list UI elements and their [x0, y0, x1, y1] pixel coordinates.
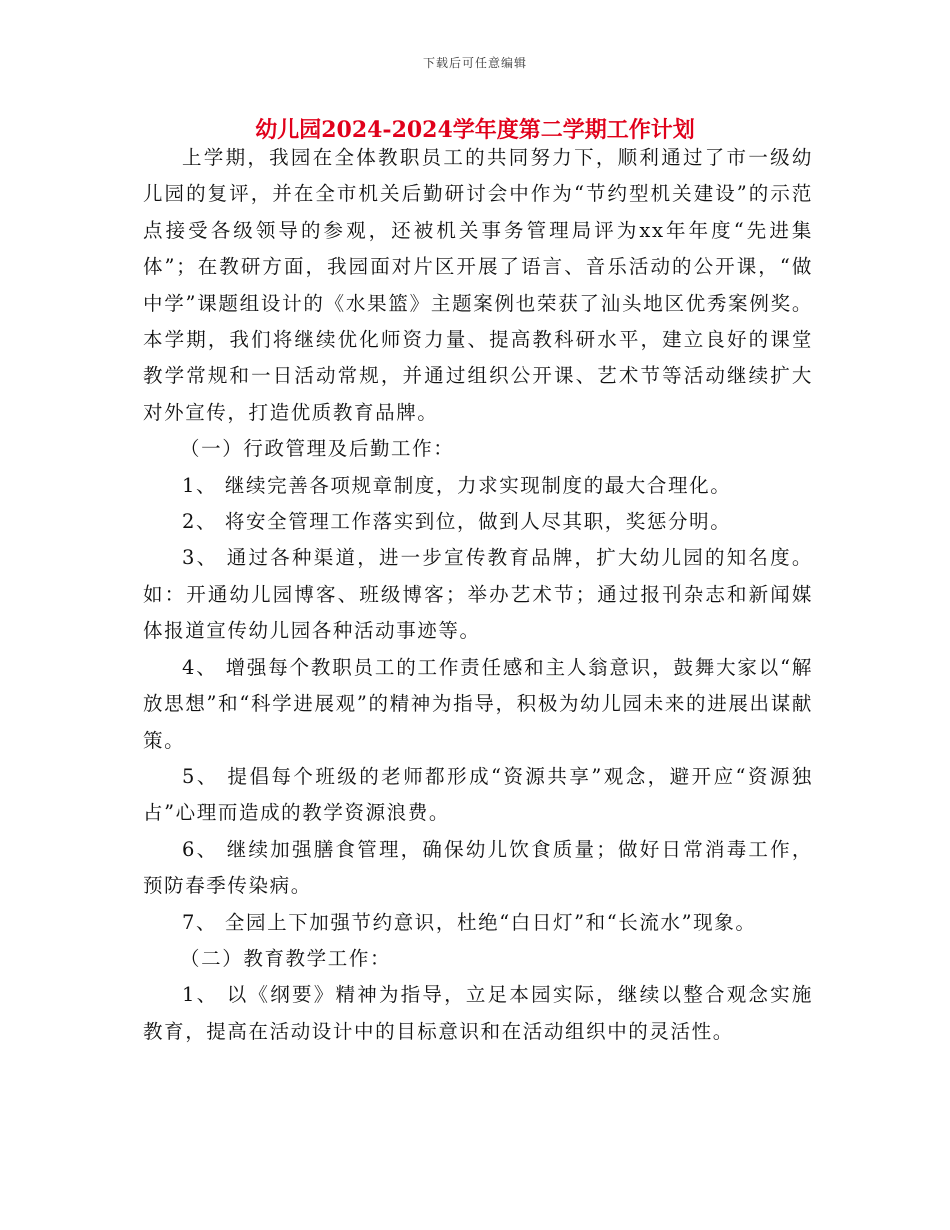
document-body: [143, 140, 813, 1050]
list-item: 4、 增强每个教职员工的工作责任感和主人翁意识，鼓舞大家以“解放思想”和“科学进展观”的精神为指导，积极为幼儿园未来的进展出谋献策。: [143, 655, 813, 752]
list-item: 7、 全园上下加强节约意识，杜绝“白日灯”和“长流水”现象。: [182, 910, 757, 934]
list-item: 3、 通过各种渠道，进一步宣传教育品牌，扩大幼儿园的知名度。如：开通幼儿园博客、班级博客；举办艺术节；通过报刊杂志和新闻媒体报道宣传幼儿园各种活动事迹等。: [143, 546, 813, 643]
list-item: 1、 以《纲要》精神为指导，立足本园实际，继续以整合观念实施教育，提高在活动设计中的目标意识和在活动组织中的灵活性。: [143, 983, 813, 1043]
document-title: 幼儿园2024-2024学年度第二学期工作计划: [255, 117, 695, 143]
list-item: 6、 继续加强膳食管理，确保幼儿饮食质量；做好日常消毒工作，预防春季传染病。: [143, 837, 813, 898]
list-item: 5、 提倡每个班级的老师都形成“资源共享”观念，避开应“资源独占”心理而造成的教学资源浪费。: [143, 764, 813, 825]
intro-paragraph: 上学期，我园在全体教职员工的共同努力下，顺利通过了市一级幼儿园的复评，并在全市机关后勤研讨会中作为“节约型机关建设”的示范点接受各级领导的参观，还被机关事务管理局评为xx年年度“先进集体”；在教研方面，我园面对片区开展了语言、音乐活动的公开课，“做中学”课题组设计的《水果篮》主题案例也荣获了汕头地区优秀案例奖。本学期，我们将继续优化师资力量、提高教科研水平，建立良好的课堂教学常规和一日活动常规，并通过组织公开课、艺术节等活动继续扩大对外宣传，打造优质教育品牌。: [143, 146, 813, 424]
header-note: 下载后可任意编辑: [422, 56, 527, 70]
section-heading-teaching: （二）教育教学工作：: [180, 946, 392, 970]
section-heading-admin: （一）行政管理及后勤工作：: [180, 437, 455, 461]
list-item: 2、 将安全管理工作落实到位，做到人尽其职，奖惩分明。: [182, 510, 732, 534]
list-item: 1、 继续完善各项规章制度，力求实现制度的最大合理化。: [182, 473, 732, 497]
